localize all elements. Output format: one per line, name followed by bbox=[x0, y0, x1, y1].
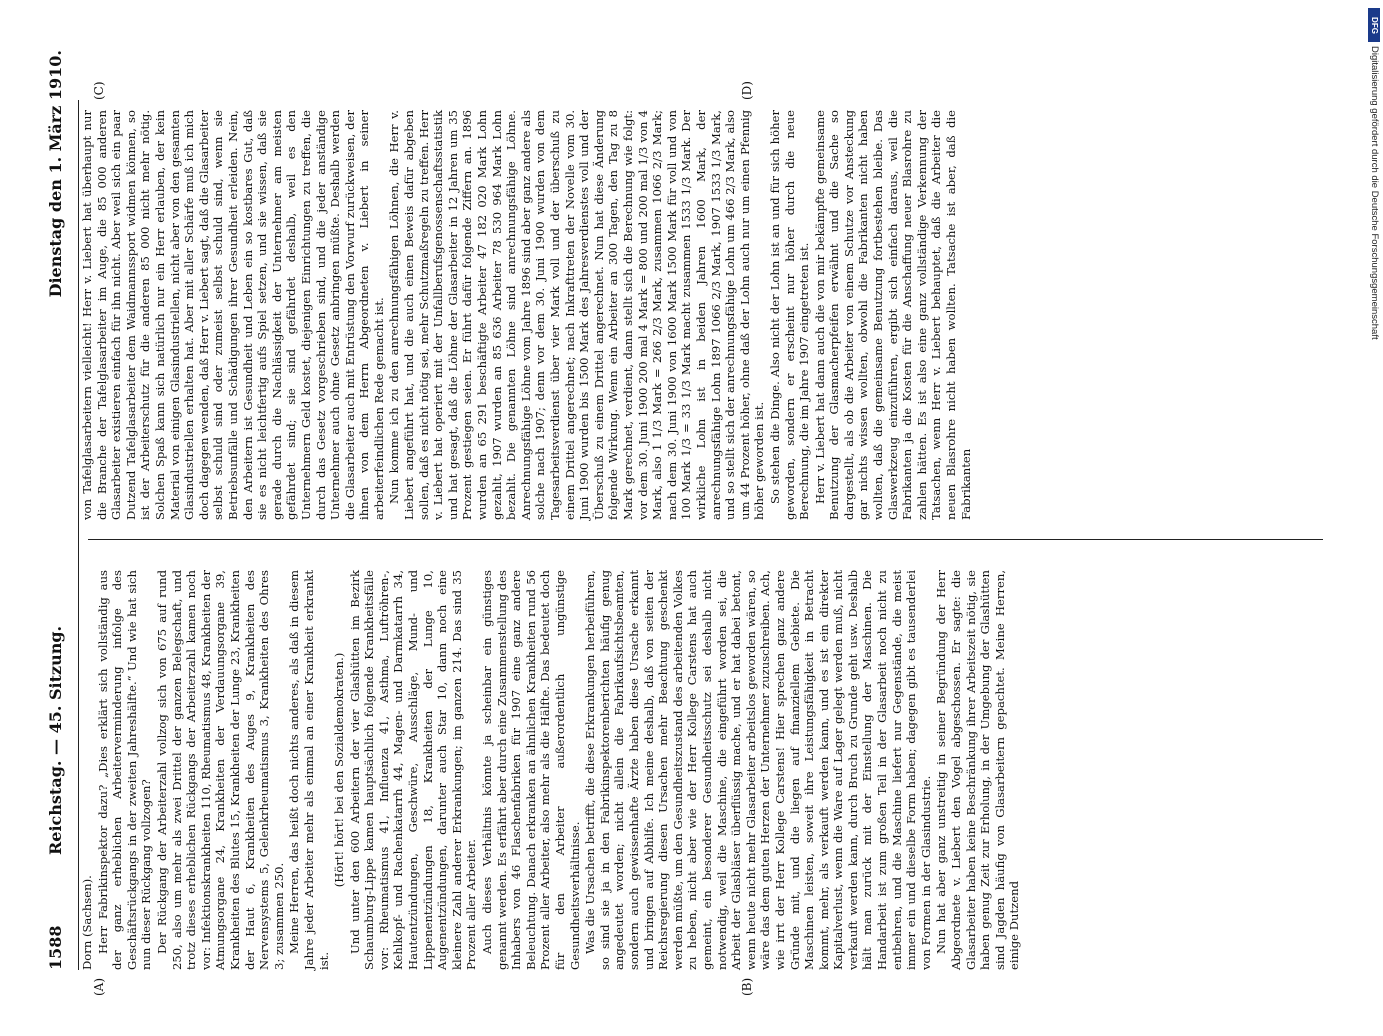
paragraph: Nun hat aber ganz unstreitig in seiner Begründung der Herr Abgeordnete v. Liebert den Vogel abgeschossen. Er sagte: die Glasarbeiter haben keine Beschränkung ihrer Arbeitszeit nötig, sie haben genug Zeit zur Erholung, in der Umgebung der Glashütten sind Jagden häufig von Glasarbeitern gepachtet. Meine Herren, einige Dutzend bbox=[934, 570, 1022, 970]
paragraph: So stehen die Dinge. Also nicht der Lohn ist an und für sich höher geworden, sondern er erscheint nur höher durch die neue Berechnung, die im Jahre 1907 eingetreten ist. bbox=[767, 110, 812, 520]
interjection: (Hört! hört! bei den Sozialdemokraten.) bbox=[332, 652, 347, 888]
paragraph: von Tafelglasarbeitern vielleicht! Herr v. Liebert hat überhaupt nur die Branche der Tafelglasarbeiter im Auge, die 85 000 anderen Glasarbeiter existieren einfach für ihn nicht. Aber weil sich ein paar Dutzend Tafelglasarbeiter dem Waidmannssport widmen können, so ist der Arbeiterschutz für die anderen 85 000 nicht mehr nötig. Solchen Spaß kann sich natürlich nur ein Herr erlauben, der kein Material von einigen Glasindustriellen, nicht aber von den gesamten Glasindustriellen erhalten hat. Aber mit aller Schärfe muß ich mich doch dagegen wenden, daß Herr v. Liebert sagt, daß die Glasarbeiter selbst schuld sind oder zumeist selbst schuld sind, wenn sie Betriebsunfälle und Schädigungen ihrer Gesundheit erleiden. Nein, den Arbeitern ist Gesundheit und Leben ein so kostbares Gut, daß sie es nicht leichtfertig aufs Spiel setzen, und sie wissen, daß sie gerade durch die Nachlässigkeit der Unternehmer am meisten gefährdet sind; sie sind gefährdet deshalb, weil es den Unternehmern Geld kostet, diejenigen Einrichtungen zu treffen, die durch das Gesetz vorgeschrieben sind, und die jeder anständige Unternehmer auch ohne Gesetz anbringen müßte. Deshalb werden die Glasarbeiter auch mit Entrüstung den Vorwurf zurückweisen, der ihnen von dem Herrn Abgeordneten v. Liebert in seiner arbeiterfeindlichen Rede gemacht ist. bbox=[80, 110, 386, 520]
dfg-logo-text: DFG bbox=[1369, 16, 1379, 34]
session-date: Dienstag den 1. März 1910. bbox=[46, 50, 65, 298]
column-divider bbox=[88, 539, 1323, 540]
right-column bbox=[80, 110, 974, 520]
paragraph: Meine Herren, das heißt doch nichts anderes, als daß in diesem Jahre jeder Arbeiter mehr als einmal an einer Krankheit erkrankt ist. bbox=[287, 570, 331, 970]
rotated-page bbox=[40, 30, 1340, 996]
paragraph: Nun komme ich zu den anrechnungsfähigen Löhnen, die Herr v. Liebert angeführt hat, und die auch einen Beweis dafür abgeben sollen, daß es nicht nötig sei, mehr Schutzmaßregeln zu treffen. Herr v. Liebert hat operiert mit der Unfallberufsgenossenschaftsstatistik und hat gesagt, daß die Löhne der Glasarbeiter in 12 Jahren um 35 Prozent gestiegen seien. Er führt dafür folgende Ziffern an. 1896 wurden an 65 291 beschäftigte Arbeiter 47 182 020 Mark Lohn gezahlt, 1907 wurden an 85 636 Arbeiter 78 530 964 Mark Lohn bezahlt. Die genannten Löhne sind anrechnungsfähige Löhne. Anrechnungsfähige Löhne vom Jahre 1896 sind aber ganz andere als solche nach 1907; denn vor dem 30. Juni 1900 wurden von dem Tagesarbeitsverdienst über vier Mark voll und der überschuß zu einem Drittel angerechnet; nach Inkrafttreten der Novelle vom 30. Juni 1900 wurden bis 1500 Mark des Jahresverdienstes voll und der Überschuß zu einem Drittel angerechnet. Nun hat diese Änderung folgende Wirkung. Wenn ein Arbeiter an 300 Tagen, den Tag zu 8 Mark gerechnet, verdient, dann stellt sich die Berechnung wie folgt: vor dem 30. Juni 1900 200 mal 4 Mark = 800 und 200 mal 1/3 von 4 Mark, also 1 1/3 Mark = 266 2/3 Mark, zusammen 1066 2/3 Mark; nach dem 30. Juni 1900 von 1600 Mark 1500 Mark für voll und von 100 Mark 1/3 = 33 1/3 Mark macht zusammen 1533 1/3 Mark. Der wirkliche Lohn ist in beiden Jahren 1600 Mark, der anrechnungsfähige Lohn 1897 1066 2/3 Mark, 1907 1533 1/3 Mark, und so stellt sich der anrechnungsfähige Lohn um 466 2/3 Mark, also um 44 Prozent höher, ohne daß der Lohn auch nur um einen Pfennig höher geworden ist. bbox=[387, 110, 767, 520]
margin-marker-a: (A) bbox=[92, 977, 106, 996]
speaker-name: Dorn (Sachsen). bbox=[80, 875, 94, 970]
paragraph: Der Rückgang der Arbeiterzahl vollzog sich von 675 auf rund 250, also um mehr als zwei Drittel der ganzen Belegschaft, und trotz dieses erheblichen Rückgangs der Arbeiterzahl kamen noch vor: Infektionskrankheiten 110, Rheumatismus 48, Krankheiten der Atmungsorgane 24, Krankheiten der Verdauungsorgane 39, Krankheiten des Blutes 15, Krankheiten der Lunge 23, Krankheiten der Haut 6, Krankheiten des Auges 9, Krankheiten des Nervensystems 5, Gelenkrheumatismus 3, Krankheiten des Ohres 3; zusammen 250. bbox=[154, 570, 286, 970]
margin-marker-d: (D) bbox=[740, 81, 754, 100]
margin-marker-b: (B) bbox=[740, 977, 754, 996]
left-column bbox=[80, 570, 1023, 970]
paragraph: Und unter den 600 Arbeitern der vier Glashütten im Bezirk Schaumburg-Lippe kamen hauptsächlich folgende Krankheitsfälle vor: Rheumatismus 41, Influenza 41, Asthma, Luftröhren-, Kehlkopf- und Rachenkatarrh 44, Magen- und Darmkatarrh 34, Hautentzündungen, Geschwüre, Ausschläge, Mund- und Lippenentzündungen 18, Krankheiten der Lunge 10, Augenentzündungen, darunter auch Star 10, dann noch eine kleinere Zahl anderer Erkrankungen; im ganzen 214. Das sind 35 Prozent aller Arbeiter. bbox=[347, 570, 479, 970]
paragraph: Auch dieses Verhältnis könnte ja scheinbar ein günstiges genannt werden. Es erfährt aber durch eine Zusammenstellung des Inhabers von 46 Flaschenfabriken für 1907 eine ganz andere Beleuchtung. Danach erkranken an ähnlichen Krankheiten rund 56 Prozent aller Arbeiter, also mehr als die Hälfte. Das bedeutet doch für den Arbeiter außerordentlich ungünstige Gesundheitsverhältnisse. bbox=[480, 570, 582, 970]
digitization-credit: Digitalisierung gefördert durch die Deutsche Forschungsgemeinschaft bbox=[1369, 46, 1380, 340]
paragraph: Herr Fabrikinspektor dazu? „Dies erklärt sich vollständig aus der ganz erheblichen Arbeiterverminderung infolge des Geschäftsrückgangs in der zweiten Jahreshälfte.“ Und wie hat sich nun dieser Rückgang vollzogen? bbox=[95, 570, 154, 970]
paragraph: Was die Ursachen betrifft, die diese Erkrankungen herbeiführen, so sind sie ja in den Fabrikinspektorenberichten häufig genug angedeutet worden; nicht allein die Fabrikaufsichtsbeamten, sondern auch gewissenhafte Ärzte haben diese Ursache erkannt und bringen auf Abhilfe. Ich meine deshalb, daß von seiten der Reichsregierung diesen Ursachen mehr Beachtung geschenkt werden müßte, um den Gesundheitszustand des arbeitenden Volkes zu heben, nicht aber wie der Herr Kollege Carstens hat auch gemeint, ein besonderer Gesundheitsschutz sei deshalb nicht notwendig, weil die Maschine, die eingeführt worden sei, die Arbeit der Glasbläser überflüssig mache, und er hat dabei betont, wenn heute nicht mehr Glasarbeiter arbeitslos geworden wären, so wäre das dem guten Herzen der Unternehmer zuzuschreiben. Ach, wie irrt der Herr Kollege Carstens! Hier sprechen ganz andere Gründe mit, und die liegen auf finanziellem Gebiete. Die Maschinen leisten, soweit ihre Leistungsfähigkeit in Betracht kommt, mehr, als verkauft werden kann, und es ist ein direkter Kapitalverlust, wenn die Ware auf Lager gelegt werden muß, nicht verkauft werden kann, durch Bruch zu Grunde geht usw. Deshalb hält man zurück mit der Einstellung der Maschinen. Die Handarbeit ist zum großen Teil in der Glasarbeit noch nicht zu entbehren, und die Maschine liefert nur Gegenstände, die meist immer ein und dieselbe Form haben; dagegen gibt es tausenderlei von Formen in der Glasindustrie. bbox=[583, 570, 933, 970]
session-title: Reichstag. — 45. Sitzung. bbox=[46, 625, 65, 855]
page-header bbox=[40, 30, 78, 970]
margin-marker-c: (C) bbox=[92, 81, 106, 100]
header-rule bbox=[78, 100, 79, 970]
paragraph: Herr v. Liebert hat dann auch die von mir bekämpfte gemeinsame Benutzung der Glasmacherpfeifen erwähnt und die Sache so dargestellt, als ob die Arbeiter von einem Schutze vor Ansteckung gar nichts wissen wollten, obwohl die Fabrikanten nicht haben wollten, daß die gemeinsame Benutzung fortbestehen bleibe. Das Glaswerkzeug einzuführen, ergibt sich einfach daraus, weil die Fabrikanten ja die Kosten für die Anschaffung neuer Blasrohre zu zahlen hätten. Es ist also eine ganz vollständige Verkennung der Tatsachen, wenn Herr v. Liebert behauptet, daß die Arbeiter die neuen Blasrohre nicht haben wollten. Tatsache ist aber, daß die Fabrikanten bbox=[812, 110, 973, 520]
dfg-logo bbox=[1368, 8, 1380, 42]
page-number: 1588 bbox=[46, 925, 65, 970]
